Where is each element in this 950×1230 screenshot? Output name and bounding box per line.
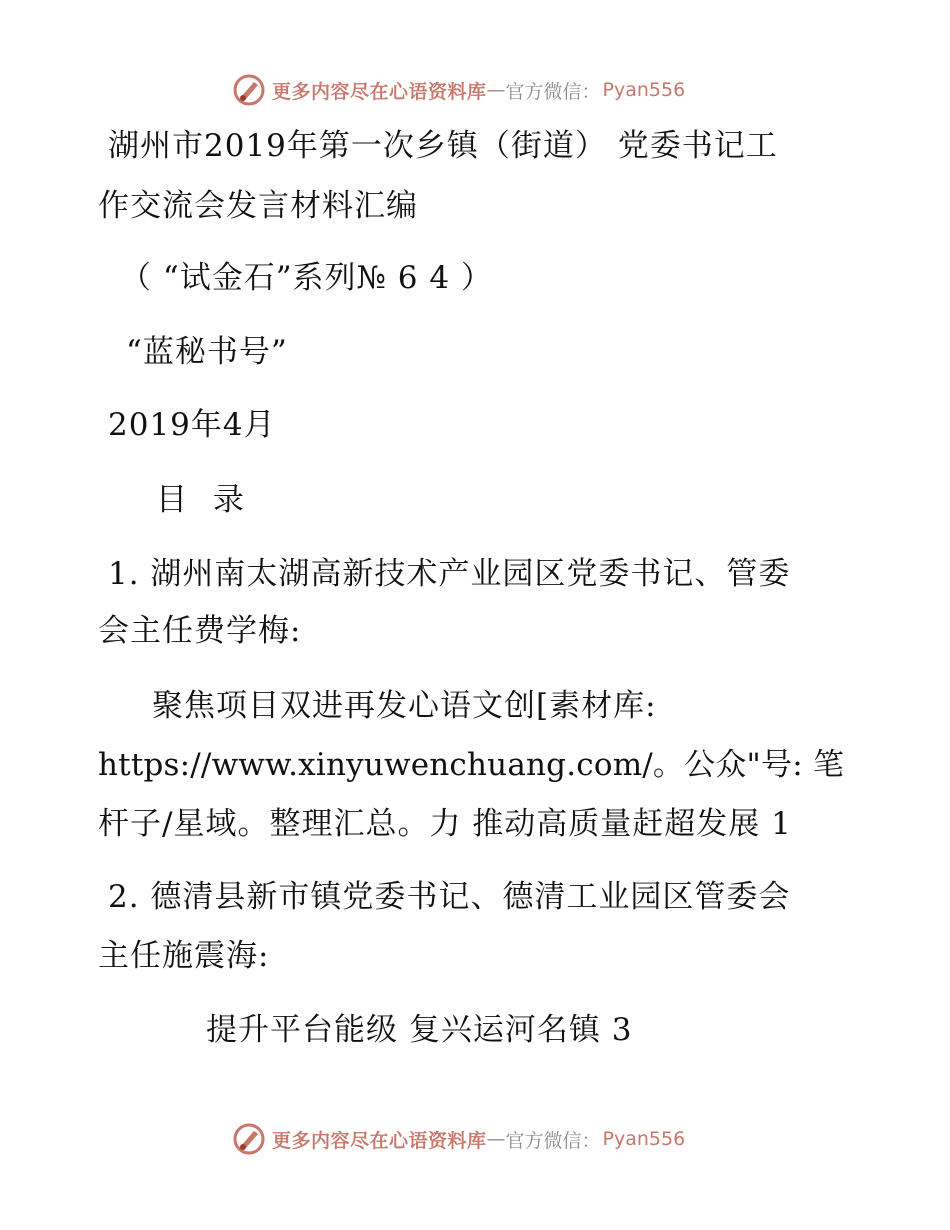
banner-wechat-label: 官方微信： xyxy=(505,80,601,103)
banner-wechat-label: 官方微信： xyxy=(505,1129,601,1152)
document-title-line-2: 作交流会发言材料汇编 xyxy=(98,188,418,224)
watermark-banner-bottom xyxy=(232,1121,685,1157)
toc-item-1-heading-line-2: 会主任费学梅: xyxy=(98,613,302,649)
document-date: 2019年4月 xyxy=(108,407,276,443)
brand-label: “蓝秘书号” xyxy=(126,334,288,370)
document-title-line-1: 湖州市2019年第一次乡镇（街道） 党委书记工 xyxy=(108,128,778,164)
banner-separator: — xyxy=(486,1128,506,1150)
banner-separator: — xyxy=(486,79,506,101)
toc-item-1-body-line-2: https://www.xinyuwenchuang.com/。公众"号: 笔 xyxy=(98,747,845,783)
banner-main-text: 更多内容尽在心语资料库 xyxy=(272,80,487,103)
toc-item-1-heading-line-1: 1. 湖州南太湖高新技术产业园区党委书记、管委 xyxy=(108,556,791,592)
toc-item-1-body-line-1: 聚焦项目双进再发心语文创[素材库: xyxy=(152,688,657,724)
toc-item-2-body-line-1: 提升平台能级 复兴运河名镇 3 xyxy=(206,1012,633,1048)
toc-item-2-heading-line-2: 主任施震海: xyxy=(98,938,270,974)
watermark-banner-top xyxy=(232,72,685,108)
banner-wechat-id: Pyan556 xyxy=(602,1128,686,1150)
brush-logo-icon xyxy=(232,73,266,107)
toc-item-2-heading-line-1: 2. 德清县新市镇党委书记、德清工业园区管委会 xyxy=(108,879,791,915)
series-label: （ “试金石”系列№ 6 4 ） xyxy=(120,260,493,296)
banner-main-text: 更多内容尽在心语资料库 xyxy=(272,1129,487,1152)
banner-wechat-id: Pyan556 xyxy=(602,79,686,101)
toc-heading: 目 录 xyxy=(156,482,252,518)
brush-logo-icon xyxy=(232,1122,266,1156)
toc-item-1-body-line-3: 杆子/星域。整理汇总。力 推动高质量赶超发展 1 xyxy=(98,806,792,842)
